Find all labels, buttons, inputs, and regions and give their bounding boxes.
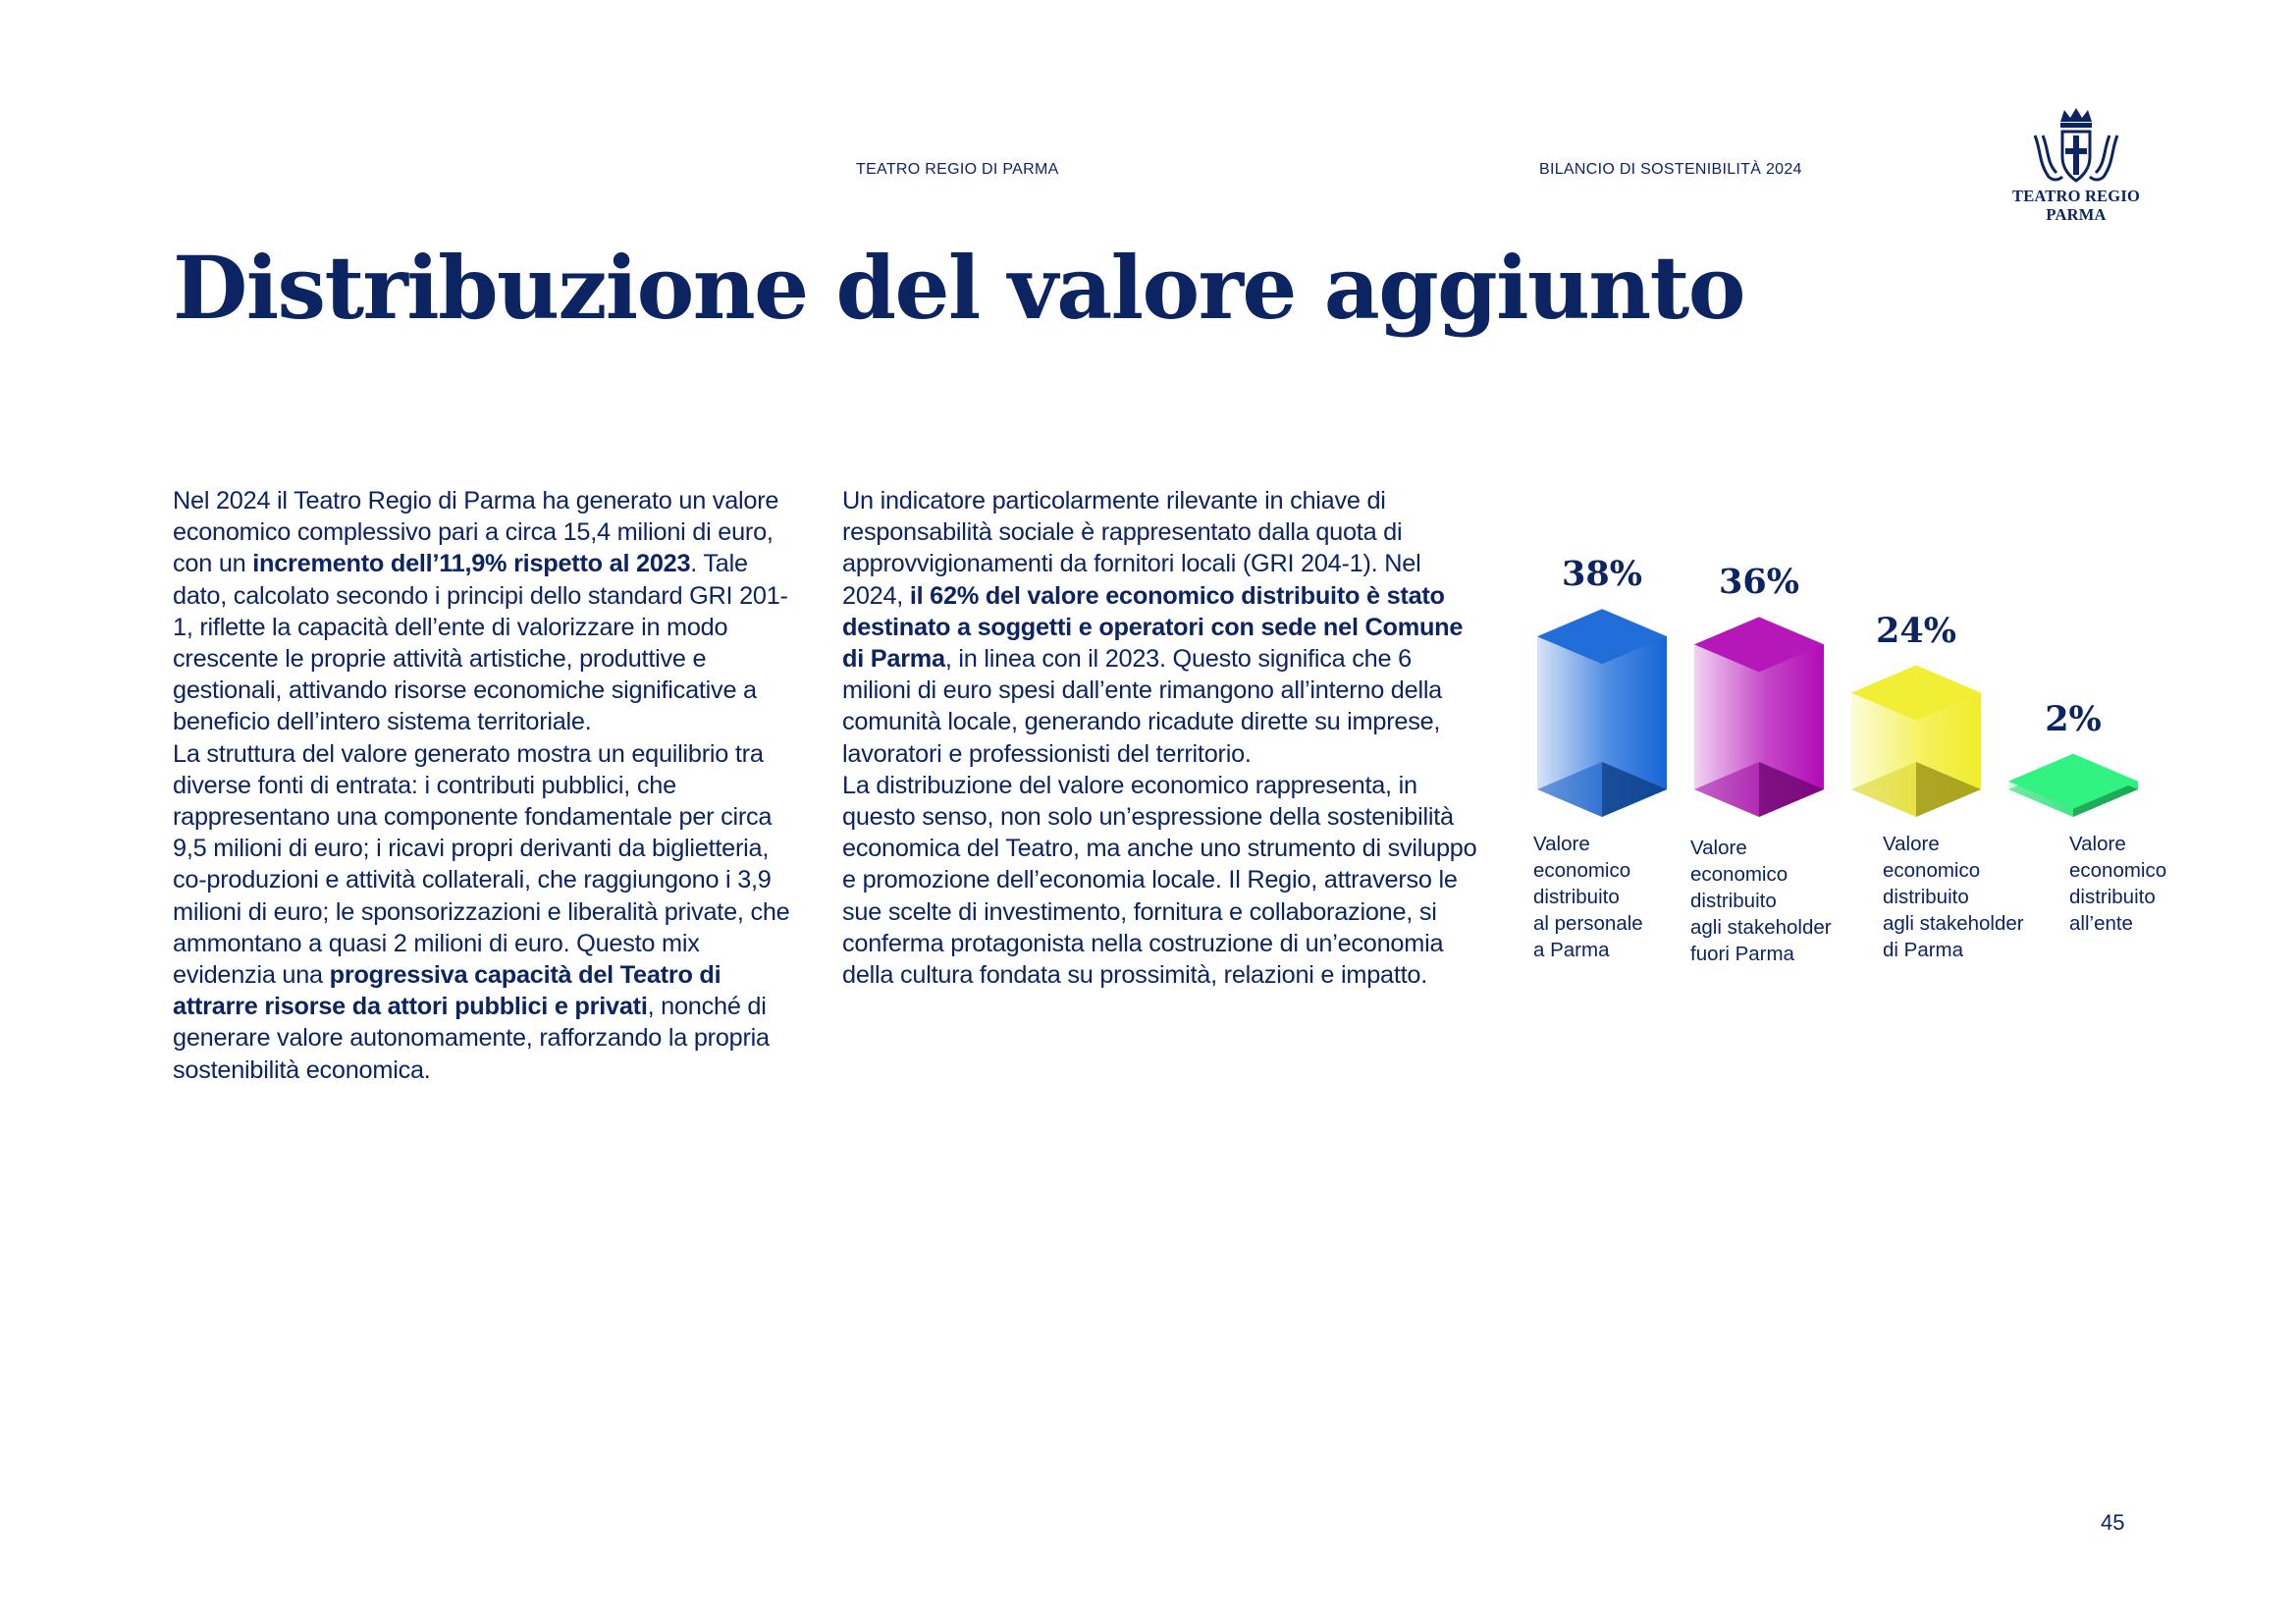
teatro-regio-logo [2010,106,2142,224]
page-number: 45 [2101,1510,2125,1535]
bar-value-label-4: 2% [2045,698,2102,739]
bar-value-label-2: 36% [1719,562,1799,603]
bar-category-label-line: Valore [1690,837,1747,859]
bar-1 [1537,609,1667,817]
bar-value-label-3: 24% [1876,610,1956,651]
bar-category-label-line: Valore [1533,833,1590,855]
col1-p1-text-a: Nel 2024 il Teatro Regio di Parma ha generato un valore economico complessivo pari a circa 15,4 milioni di euro, con un [173,487,779,578]
col1-p1-bold: incremento dell’11,9% rispetto al 2023 [252,550,691,578]
col1-paragraph-2 [173,738,801,1086]
bar-category-label-line: Valore [1883,833,1940,855]
bar-category-label-line: economico [2069,859,2167,882]
bar-category-label-1 [1533,831,1643,963]
bar-category-label-line: distribuito [1690,890,1777,912]
col2-p1-bold: il 62% del valore economico distribuito è stato destinato a soggetti e operatori con sede nel Comune di Parma [842,581,1464,674]
bar-category-label-line: distribuito [2069,886,2156,908]
bar-category-label-3 [1883,831,2024,963]
logo-line-1: TEATRO REGIO [2012,187,2140,205]
col2-p1-text-c: , in linea con il 2023. Questo significa che 6 milioni di euro spesi dall’ente rimangono all’interno della comunità locale, generando ricadute dirette su imprese, lavoratori e professionisti del territorio. [842,645,1443,768]
bar-category-label-4 [2069,831,2166,937]
bar-category-label-line: economico [1533,859,1631,882]
bar-category-label-line: agli stakeholder [1883,912,2024,935]
crown-crest-icon [2027,106,2125,187]
col1-p1-text-c: . Tale dato, calcolato secondo i principi dello standard GRI 201-1, riflette la capacità dell’ente di valorizzare in modo crescente le proprie attività artistiche, produttive e gestionali, attivando risorse economiche significative a beneficio dell’intero sistema territoriale. [173,550,788,736]
bar-category-label-line: agli stakeholder [1690,916,1832,939]
value-distribution-chart [1512,520,2199,965]
col1-paragraph-1 [173,485,801,738]
header-right: BILANCIO DI SOSTENIBILITÀ 2024 [1539,161,1802,178]
text-column-2 [842,485,1480,991]
page-title: Distribuzione del valore aggiunto [173,237,1744,339]
col1-p2-text-c: , nonché di generare valore autonomamente, rafforzando la propria sostenibilità economica. [173,993,770,1084]
text-column-1 [173,485,801,1086]
bar-category-label-line: distribuito [1533,886,1620,908]
logo-line-2: PARMA [2046,205,2107,224]
col2-p1-text-a: Un indicatore particolarmente rilevante in chiave di responsabilità sociale è rappresentato dalla quota di approvvigionamenti da fornitori locali (GRI 204-1). Nel 2024, [842,487,1421,610]
bar-category-label-line: Valore [2069,833,2126,855]
bar-category-label-line: distribuito [1883,886,1969,908]
bar-category-label-2 [1690,835,1832,967]
header-left: TEATRO REGIO DI PARMA [856,161,1059,178]
bar-3 [1851,666,1981,817]
col2-paragraph-2: La distribuzione del valore economico rappresenta, in questo senso, non solo un’espressione della sostenibilità economica del Teatro, ma anche uno strumento di sviluppo e promozione dell’economia locale. Il Regio, attraverso le sue scelte di investimento, fornitura e collaborazione, si conferma protagonista nella costruzione di un’economia della cultura fondata su prossimità, relazioni e impatto. [842,771,1477,990]
col1-p2-text-a: La struttura del valore generato mostra un equilibrio tra diverse fonti di entrata: i contributi pubblici, che rappresentano una componente fondamentale per circa 9,5 milioni di euro; i ricavi propri derivanti da biglietteria, co-produzioni e attività collaterali, che raggiungono i 3,9 milioni di euro; le sponsorizzazioni e liberalità private, che ammontano a quasi 2 milioni di euro. Questo mix evidenzia una [173,739,790,990]
bar-category-label-line: economico [1690,863,1789,886]
bar-2 [1694,617,1824,817]
col1-p2-bold: progressiva capacità del Teatro di attrarre risorse da attori pubblici e privati [173,961,721,1021]
bar-category-label-line: all’ente [2069,912,2133,935]
bar-category-label-line: a Parma [1533,939,1610,961]
bar-category-label-line: al personale [1533,912,1643,935]
bar-category-label-line: di Parma [1883,939,1964,961]
bar-4 [2008,754,2138,817]
bar-category-label-line: fuori Parma [1690,943,1794,965]
bar-value-label-1: 38% [1562,554,1642,595]
bar-category-label-line: economico [1883,859,1981,882]
col2-paragraph-1 [842,485,1480,770]
